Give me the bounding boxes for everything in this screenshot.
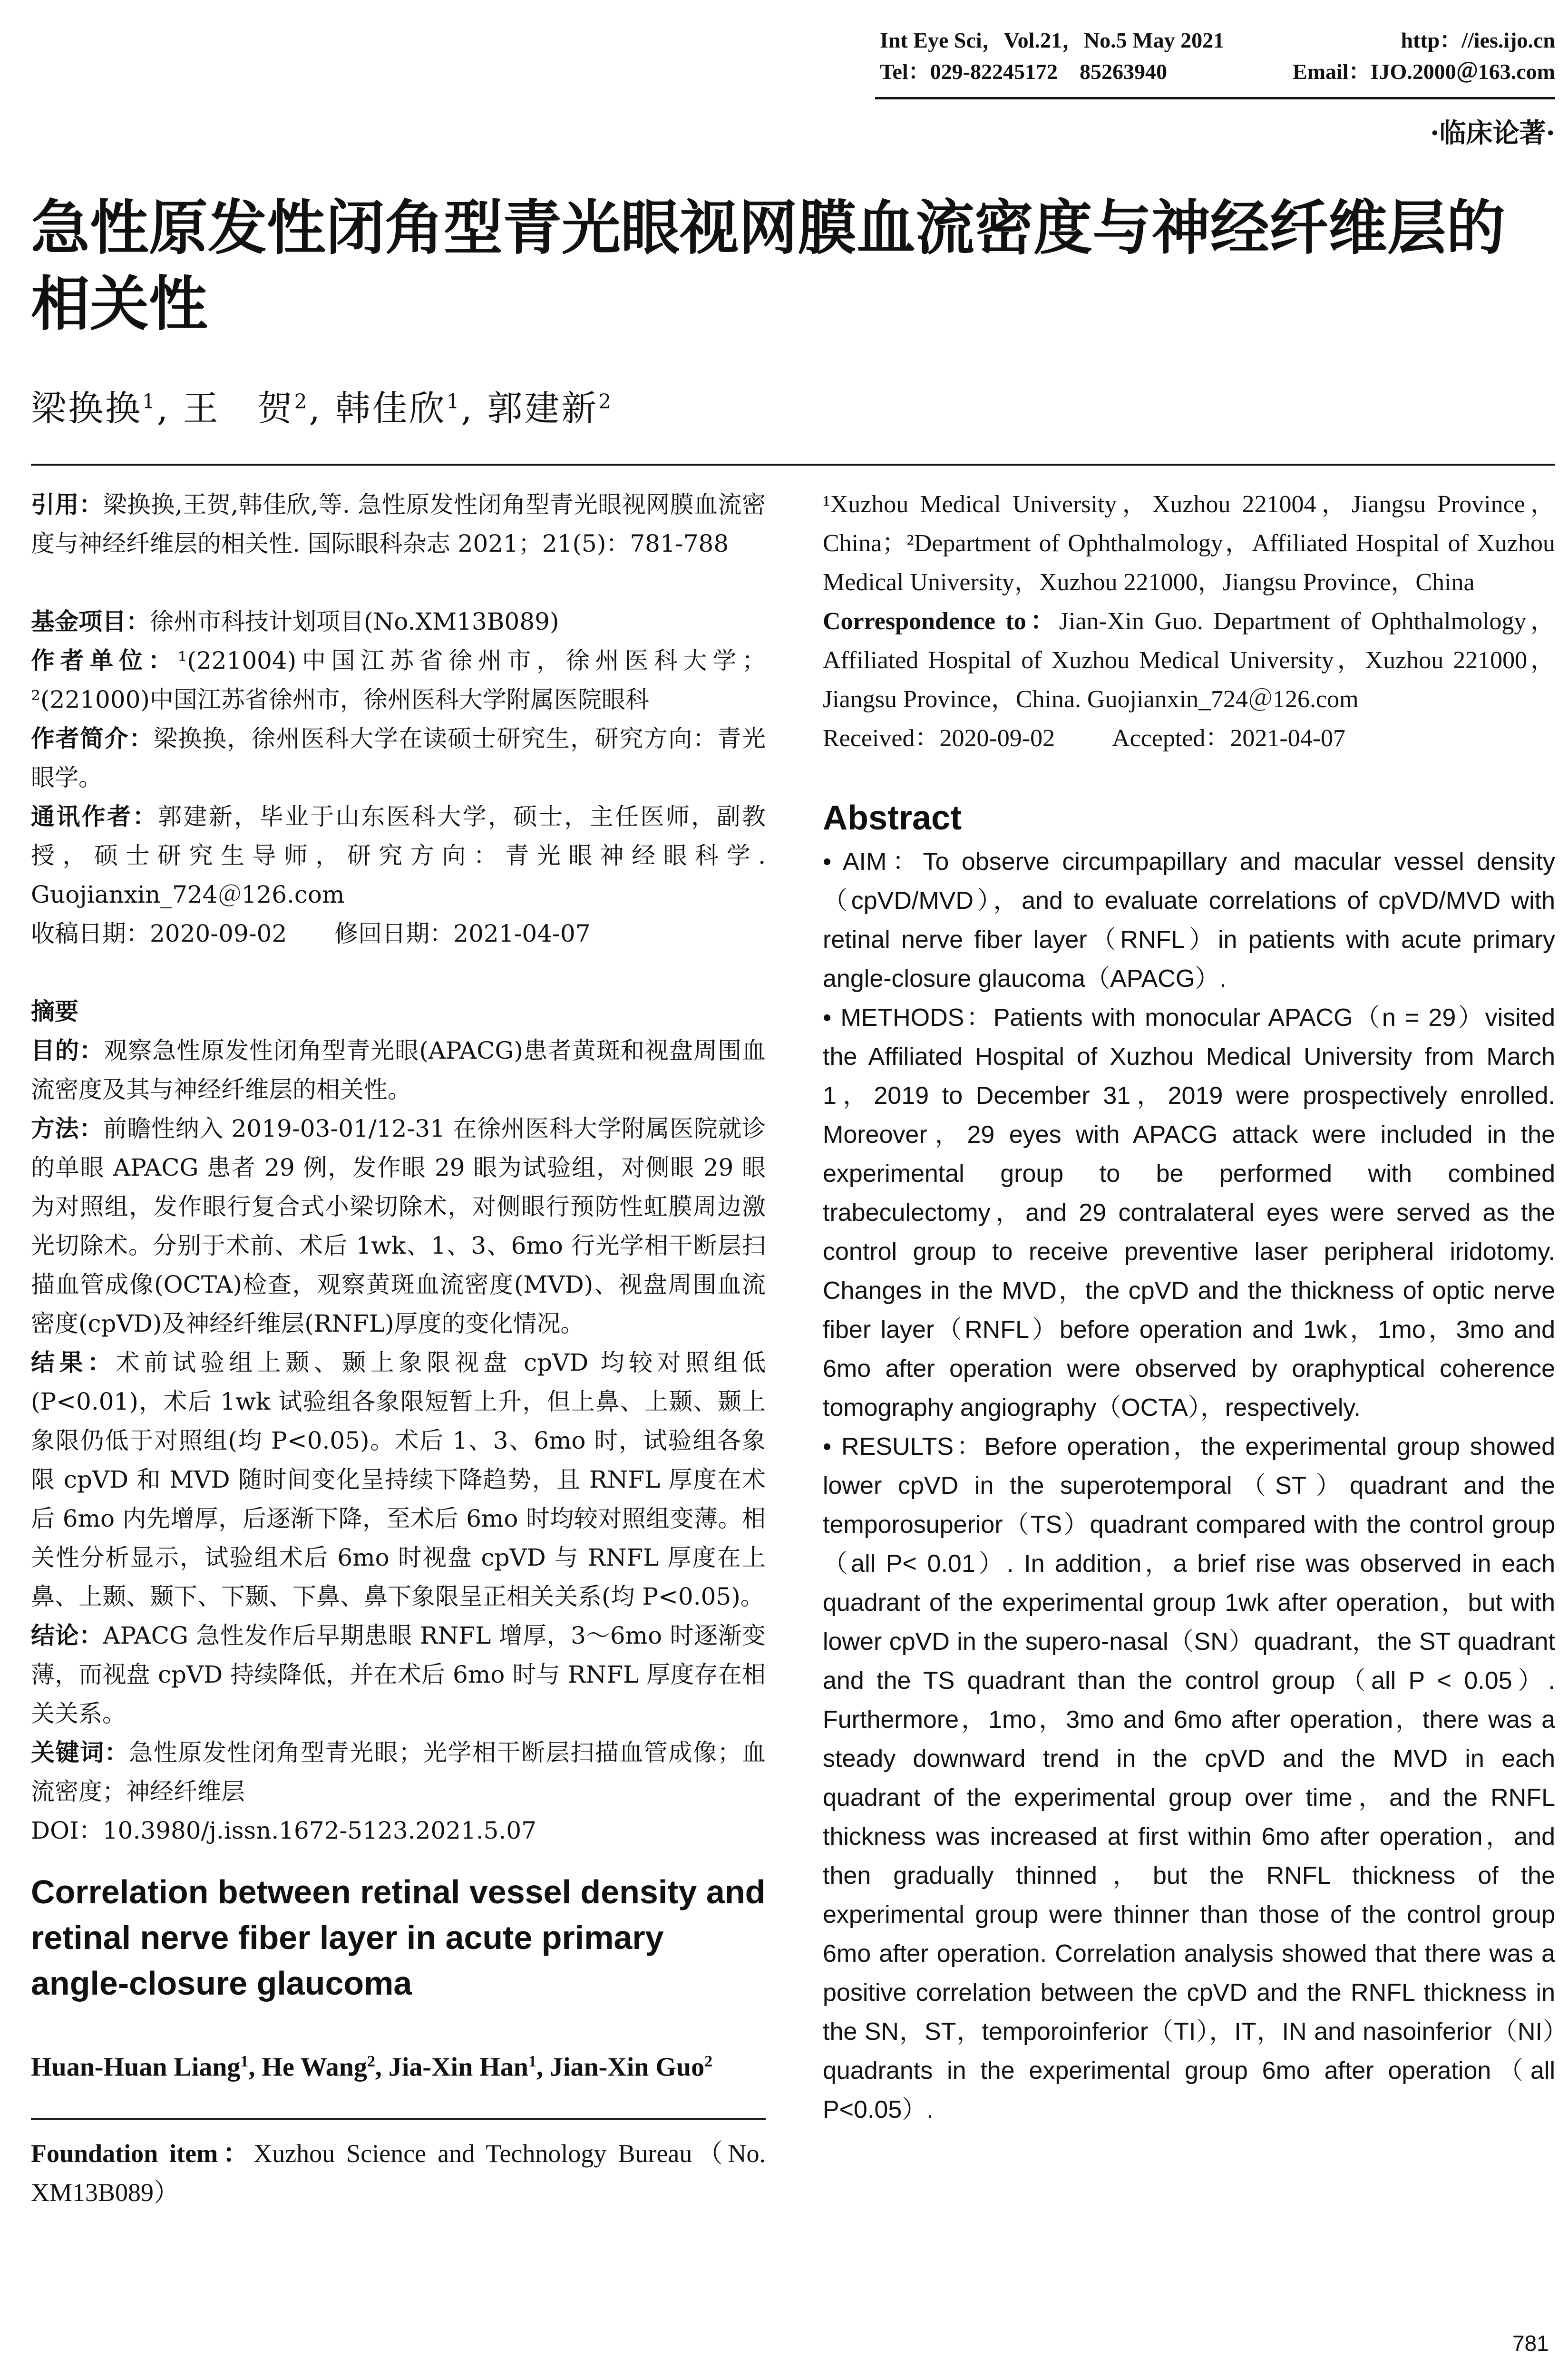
author-name: 郭建新: [487, 388, 599, 429]
author-sup: 2: [598, 390, 614, 413]
header-rule: [875, 97, 1555, 99]
author-sup: 2: [704, 2053, 713, 2070]
keywords-cn: 关键词：急性原发性闭角型青光眼；光学相干断层扫描血管成像；血流密度；神经纤维层: [31, 1739, 766, 1805]
corresponding-author: 通讯作者：郭建新，毕业于山东医科大学，硕士，主任医师，副教授，硕士研究生导师，研究方向：青光眼神经眼科学. Guojianxin_724＠126.com: [31, 803, 766, 908]
foundation-item: Foundation item：Xuzhou Science and Technology Bureau（No. XM13B089）: [31, 2139, 766, 2207]
journal-header: [880, 25, 1555, 88]
author-sup: 1: [142, 390, 157, 413]
journal-url[interactable]: http：//ies.ijo.cn: [1401, 28, 1555, 52]
abstract-aim-en: • AIM：To observe circumpapillary and macular vessel density（cpVD/MVD），and to evaluate correlations of cpVD/MVD with retinal nerve fiber layer（RNFL）in patients with acute primary angle-closure glaucoma（APACG）.: [823, 848, 1556, 993]
affiliations-en: ¹Xuzhou Medical University，Xuzhou 221004，Jiangsu Province，China；²Department of Ophthalmology，Affiliated Hospital of Xuzhou Medical University，Xuzhou 221000，Jiangsu Province，China: [823, 491, 1555, 596]
citation: 引用：梁换换,王贺,韩佳欣,等. 急性原发性闭角型青光眼视网膜血流密度与神经纤维层的相关性. 国际眼科杂志 2021；21(5)：781-788: [31, 491, 766, 557]
abstract-conclusion-cn: 结论：APACG 急性发作后早期患眼 RNFL 增厚，3～6mo 时逐渐变薄，而视盘 cpVD 持续降低，并在术后 6mo 时与 RNFL 厚度存在相关关系。: [31, 1622, 766, 1727]
fund: 基金项目：徐州市科技计划项目(No.XM13B089): [31, 608, 559, 635]
author-bio: 作者简介：梁换换，徐州医科大学在读硕士研究生，研究方向：青光眼学。: [31, 725, 766, 791]
dates-cn: 收稿日期：2020-09-02 修回日期：2021-04-07: [31, 920, 591, 947]
journal-tel: Tel：029-82245172 85263940: [880, 59, 1167, 84]
authors-cn: 梁换换$^1$, 王 贺$^2$, 韩佳欣$^1$, 郭建新$^2$: [31, 388, 614, 429]
author-name: Huan-Huan Liang: [31, 2052, 241, 2082]
author-units: 作者单位：¹(221004)中国江苏省徐州市，徐州医科大学；²(221000)中国江苏省徐州市，徐州医科大学附属医院眼科: [31, 647, 766, 713]
foundation-rule: [31, 2118, 766, 2120]
english-title: Correlation between retinal vessel density and retinal nerve fiber layer in acute primary angle-closure glaucoma: [31, 1873, 766, 2002]
author-name: 王 贺: [183, 388, 294, 429]
abstract-result-cn: 结果：术前试验组上颞、颞上象限视盘 cpVD 均较对照组低(P<0.01)，术后 1wk 试验组各象限短暂上升，但上鼻、上颞、颞上象限仍低于对照组(均 P<0.05)。术后 1、3、6mo 时，试验组各象限 cpVD 和 MVD 随时间变化呈持续下降趋势，且 RNFL 厚度在术后 6mo 内先增厚，后逐渐下降，至术后 6mo 时均较对照组变薄。相关性分析显示，试验组术后 6mo 时视盘 cpVD 与 RNFL 厚度在上鼻、上颞、颞下、下颞、下鼻、鼻下象限呈正相关关系(均 P<0.05)。: [31, 1349, 766, 1610]
title-rule: [31, 464, 1555, 466]
received-date: Received：2020-09-02: [823, 725, 1055, 752]
doi[interactable]: DOI：10.3980/j.issn.1672-5123.2021.5.07: [31, 1817, 536, 1844]
author-name: 梁换换: [31, 388, 142, 429]
abstract-aim-cn: 目的：观察急性原发性闭角型青光眼(APACG)患者黄斑和视盘周围血流密度及其与神经纤维层的相关性。: [31, 1037, 766, 1103]
journal-info: Int Eye Sci，Vol.21，No.5 May 2021: [880, 28, 1225, 52]
author-name: Jian-Xin Guo: [549, 2052, 705, 2082]
journal-email[interactable]: Email：IJO.2000＠163.com: [1293, 59, 1555, 84]
correspondence-en: Correspondence to：Jian-Xin Guo. Department of Ophthalmology，Affiliated Hospital of Xuzhou Medical University，Xuzhou 221000，Jiangsu Province，China. Guojianxin_724＠126.com: [823, 608, 1556, 713]
author-name: 韩佳欣: [335, 388, 447, 429]
abstract-methods-en: • METHODS：Patients with monocular APACG（n = 29）visited the Affiliated Hospital of Xuzhou Medical University from March 1，2019 to December 31，2019 were prospectively enrolled. Moreover，29 eyes with APACG attack were included in the experimental group to be performed with combined trabeculectomy，and 29 contralateral eyes were served as the control group to receive preventive laser peripheral iridotomy. Changes in the MVD，the cpVD and the thickness of optic nerve fiber layer（RNFL）before operation and 1wk，1mo，3mo and 6mo after operation were observed by oraphyptical coherence tomography angiography（OCTA），respectively.: [823, 1004, 1555, 1422]
section-label: ·临床论著·: [1430, 117, 1555, 149]
left-column: [31, 485, 766, 2212]
article-title: 急性原发性闭角型青光眼视网膜血流密度与神经纤维层的相关性: [31, 194, 1506, 339]
abstract-results-en: • RESULTS：Before operation，the experimental group showed lower cpVD in the superotemporal（ST）quadrant and the temporosuperior（TS）quadrant compared with the control group（all P< 0.01）. In addition，a brief rise was observed in each quadrant of the experimental group 1wk after operation，but with lower cpVD in the supero-nasal（SN）quadrant，the ST quadrant and the TS quadrant than the control group（all P < 0.05）. Furthermore，1mo，3mo and 6mo after operation，there was a steady downward trend in the cpVD and the MVD in each quadrant of the experimental group over time，and the RNFL thickness was increased at first within 6mo after operation，and then gradually thinned，but the RNFL thickness of the experimental group were thinner than those of the control group 6mo after operation. Correlation analysis showed that there was a positive correlation between the cpVD and the RNFL thickness in the SN，ST，temporoinferior（TI），IT，IN and nasoinferior（NI）quadrants in the experimental group 6mo after operation（all P<0.05）.: [823, 1433, 1555, 2124]
accepted-date: Accepted：2021-04-07: [1112, 725, 1346, 752]
abstract-heading-cn: 摘要: [31, 998, 78, 1025]
author-sup: 1: [528, 2053, 536, 2070]
author-sup: 1: [446, 390, 461, 413]
author-sup: 2: [367, 2053, 375, 2070]
author-sup: 1: [240, 2053, 249, 2070]
right-column: [823, 485, 1555, 2129]
page-number: 781: [1512, 2331, 1549, 2356]
dates-en: [823, 719, 1555, 758]
author-name: Jia-Xin Han: [388, 2052, 528, 2082]
abstract-heading-en: Abstract: [823, 799, 962, 837]
author-sup: 2: [294, 390, 309, 413]
abstract-method-cn: 方法：前瞻性纳入 2019-03-01/12-31 在徐州医科大学附属医院就诊的单眼 APACG 患者 29 例，发作眼 29 眼为试验组，对侧眼 29 眼为对照组，发作眼行复合式小梁切除术，对侧眼行预防性虹膜周边激光切除术。分别于术前、术后 1wk、1、3、6mo 行光学相干断层扫描血管成像(OCTA)检查，观察黄斑血流密度(MVD)、视盘周围血流密度(cpVD)及神经纤维层(RNFL)厚度的变化情况。: [31, 1115, 766, 1337]
author-name: He Wang: [262, 2052, 367, 2082]
english-authors: Huan-Huan Liang$^1$, He Wang$^2$, Jia-Xin Han$^1$, Jian-Xin Guo$^2$: [31, 2052, 713, 2082]
